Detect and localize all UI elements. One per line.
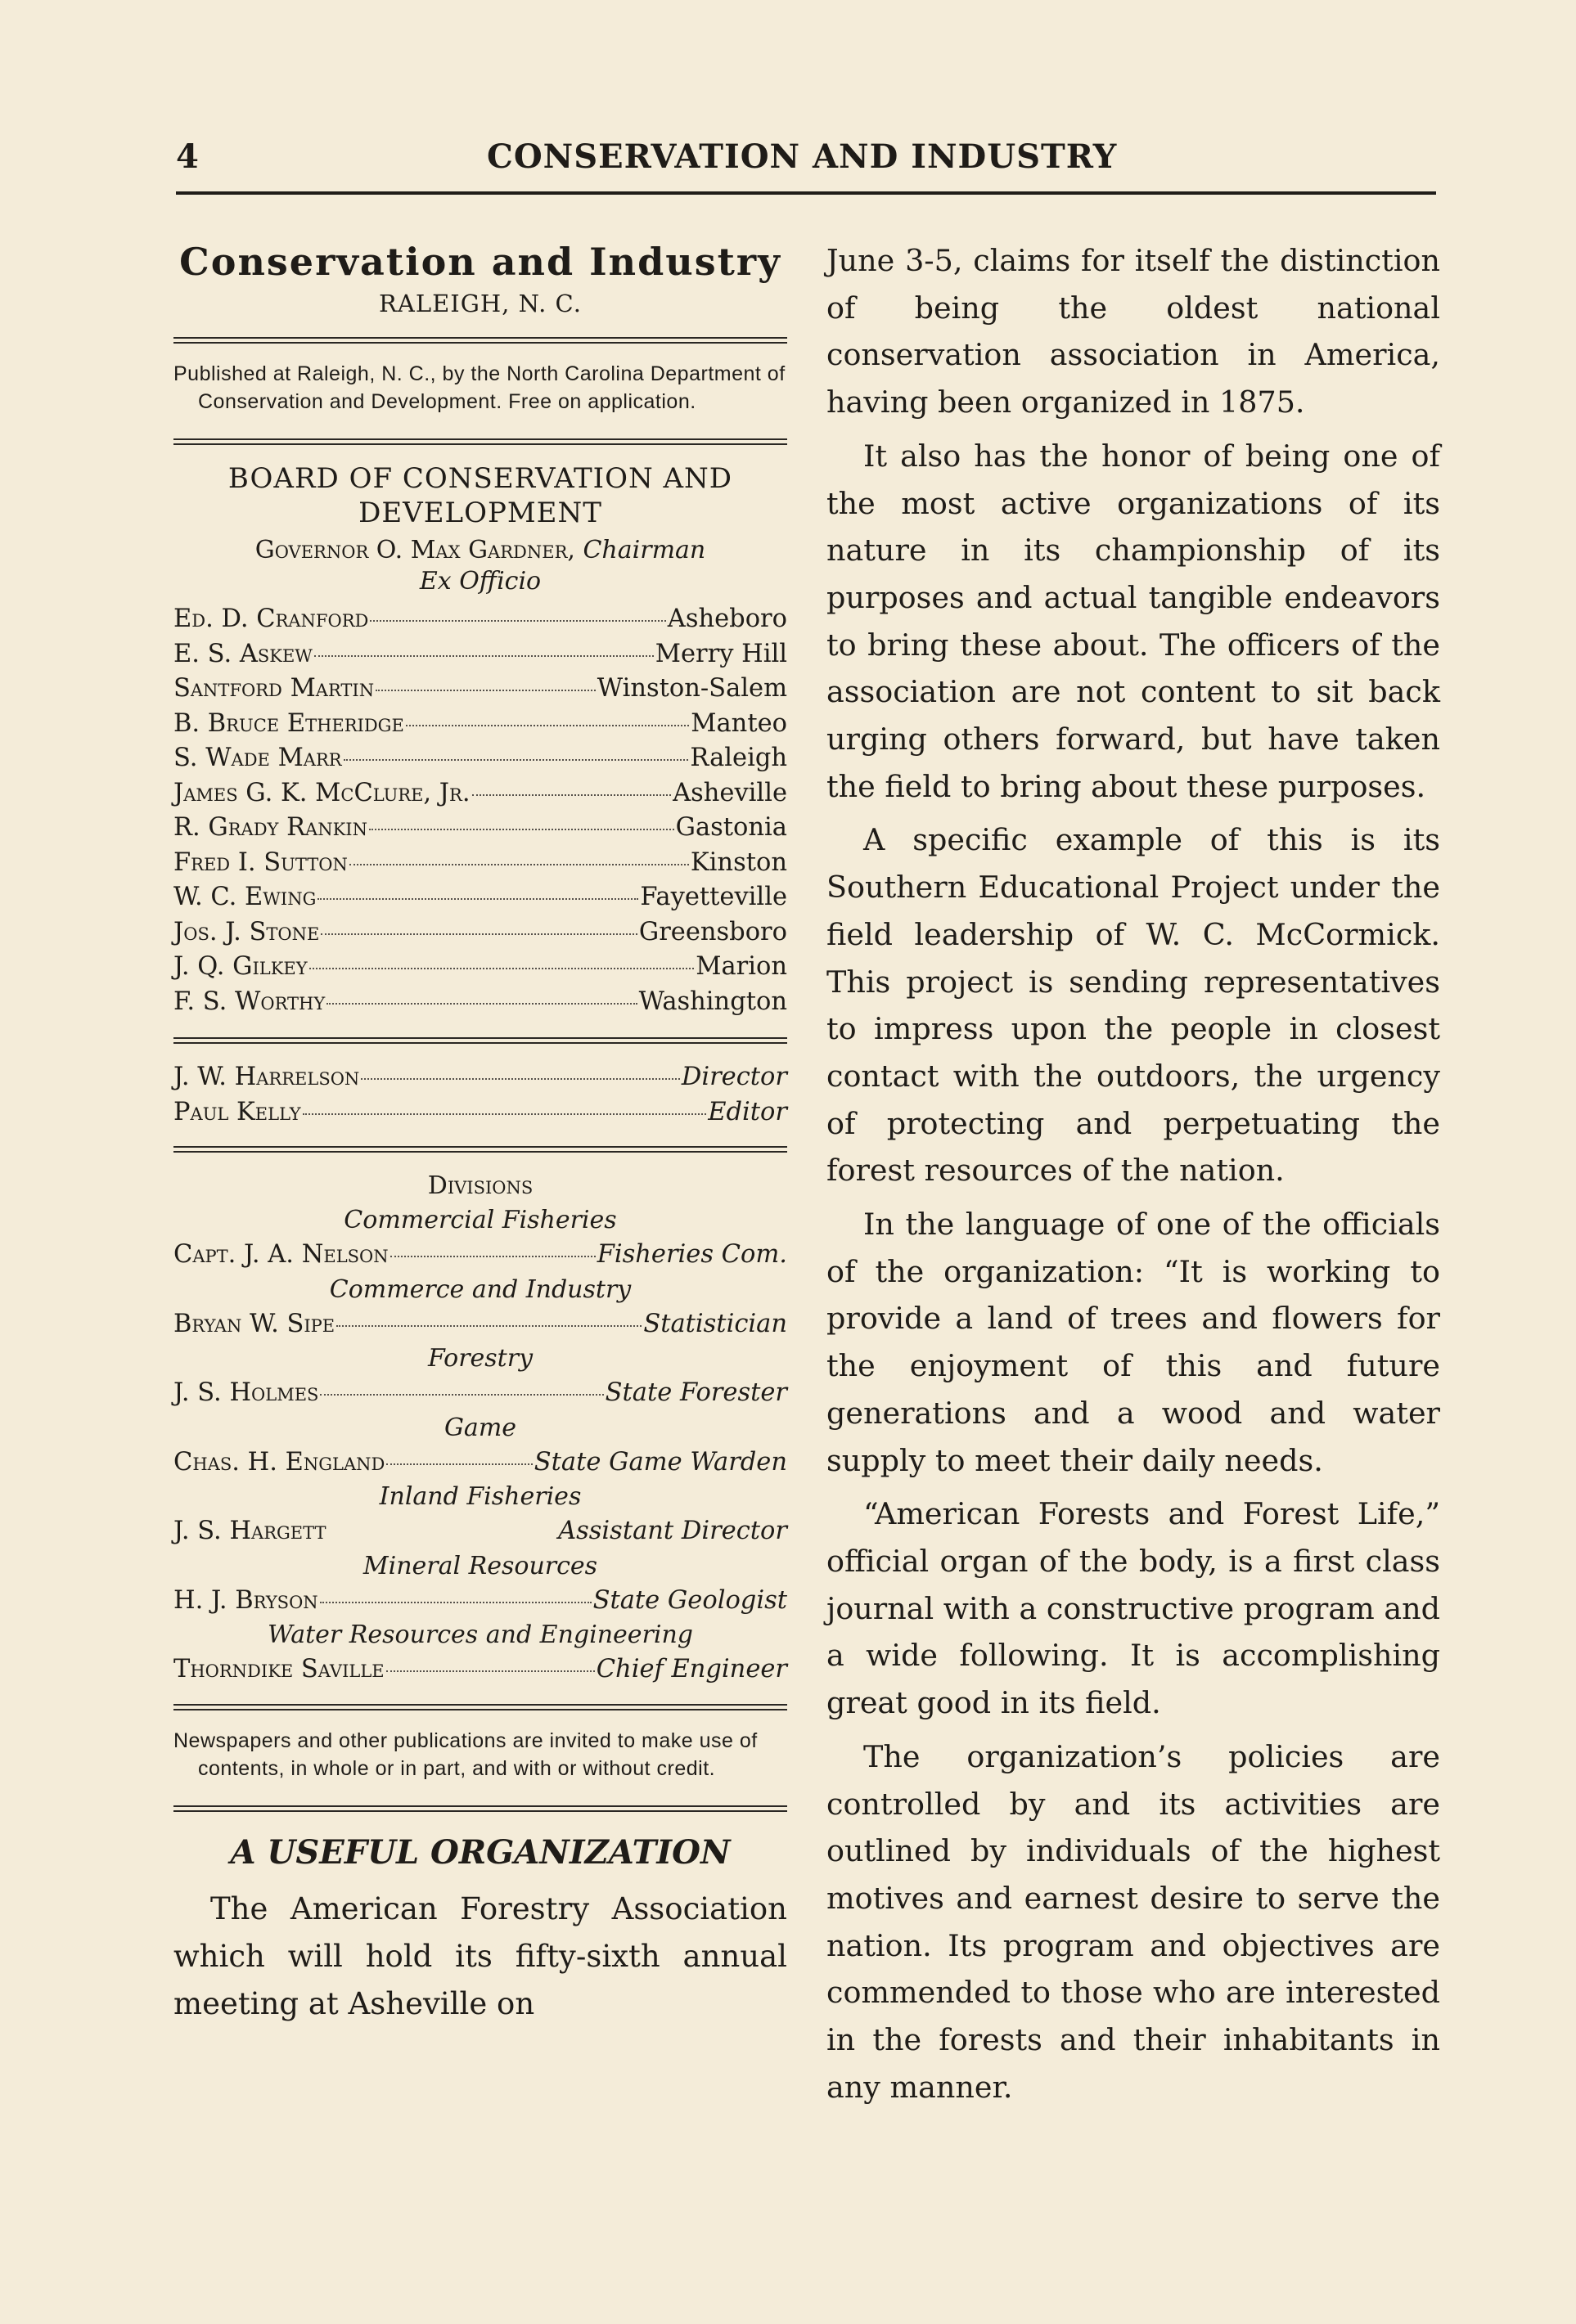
division-row: Chas. H. England State Game Warden — [173, 1447, 787, 1477]
division-name: Game — [444, 1413, 517, 1442]
division-row: Bryan W. Sipe Statistician — [173, 1309, 787, 1338]
staff-list — [173, 1060, 787, 1130]
article-paragraph: It also has the honor of being one of the most active organizations of its nature in its championship of its purposes and actual tangible endeavors to bring these about. The officers of the association are not content to sit back urging others forward, but have taken the field to bring about these purposes. — [826, 438, 1440, 804]
publication-note: Published at Raleigh, N. C., by the North Carolina Department of Conservation and Development. Free on application. — [173, 362, 786, 413]
board-member-row: S. Wade Marr Raleigh — [173, 744, 787, 772]
article-paragraph: The organization’s policies are controlled by and its activities are outlined by individuals of the highest motives and earnest desire to serve the nation. Its program and objectives are commended to those who are interested in the forests and their inhabitants in any manner. — [826, 1738, 1440, 2105]
divider — [173, 438, 787, 445]
divider — [173, 1704, 787, 1710]
ex-officio: Ex Officio — [419, 567, 542, 596]
article-paragraph: A specific example of this is its Southern Educational Project under the field leadership of W. C. McCormick. This project is sending representatives to impress upon the people in closest contact with the outdoors, the urgency of protecting and perpetuating the forest resources of the nation. — [826, 822, 1440, 1189]
board-member-row: Fred I. Sutton Kinston — [173, 847, 787, 877]
board-member-row: J. Q. Gilkey Marion — [173, 952, 787, 981]
division-name: Water Resources and Engineering — [267, 1621, 693, 1649]
board-title: BOARD OF CONSERVATION AND DEVELOPMENT — [227, 462, 733, 529]
divider — [173, 1146, 787, 1153]
article-paragraph: The American Forestry Association which will hold its fifty-sixth annual meeting at Asheville on — [173, 1890, 787, 2021]
header-rule — [176, 191, 1436, 195]
board-member-row: E. S. Askew Merry Hill — [173, 639, 787, 668]
board-member-row: R. Grady Rankin Gastonia — [173, 813, 787, 842]
chairman-role: Chairman — [583, 536, 706, 564]
chairman-name: Governor O. Max Gardner, — [254, 536, 575, 564]
divisions-heading: Divisions — [427, 1171, 534, 1200]
board-member-row: F. S. Worthy Washington — [173, 987, 787, 1016]
board-member-row: James G. K. McClure, Jr. Asheville — [173, 778, 787, 807]
staff-row: Paul Kelly Editor — [173, 1097, 787, 1126]
division-name: Inland Fisheries — [379, 1482, 582, 1511]
division-row: Capt. J. A. Nelson Fisheries Com. — [173, 1240, 787, 1269]
masthead-city: RALEIGH, N. C. — [379, 290, 582, 317]
board-member-row: Santford Martin Winston-Salem — [173, 674, 787, 703]
board-members — [173, 602, 787, 1019]
article-paragraph: “American Forests and Forest Life,” official organ of the body, is a first class journal with a constructive program and a wide following. It is accomplishing great good in its field. — [826, 1496, 1440, 1721]
division-row: Thorndike Saville Chief Engineer — [173, 1655, 787, 1683]
division-row: J. S. Holmes State Forester — [173, 1378, 787, 1407]
page-number: 4 — [176, 137, 199, 176]
board-member-row: W. C. Ewing Fayetteville — [173, 883, 787, 911]
board-chairman — [173, 535, 787, 566]
article-paragraph: In the language of one of the officials of the organization: “It is working to provide a land of trees and flowers for the enjoyment of this and future generations and a wood and water supply to meet their daily needs. — [826, 1207, 1440, 1478]
article-paragraph: June 3-5, claims for itself the distinction of being the oldest national conservation association in America, having been organized in 1875. — [826, 243, 1440, 420]
division-name: Mineral Resources — [362, 1551, 598, 1580]
board-member-row: B. Bruce Etheridge Manteo — [173, 708, 787, 738]
divider — [173, 1805, 787, 1812]
reprint-notice: Newspapers and other publications are invited to make use of contents, in whole or in part, and with or without credit. — [173, 1728, 758, 1780]
masthead-column — [173, 237, 787, 2028]
divisions-list — [173, 1203, 787, 1688]
board-member-row: Ed. D. Cranford Asheboro — [173, 605, 787, 633]
divider — [173, 1037, 787, 1044]
division-row: J. S. Hargett Assistant Director — [173, 1517, 787, 1545]
masthead-title: Conservation and Industry — [179, 240, 781, 284]
division-row: H. J. Bryson State Geologist — [173, 1585, 787, 1615]
division-name: Forestry — [427, 1344, 534, 1373]
article-continued-column — [826, 237, 1440, 2110]
board-member-row: Jos. J. Stone Greensboro — [173, 917, 787, 946]
divider — [173, 337, 787, 344]
running-title: CONSERVATION AND INDUSTRY — [487, 137, 1118, 176]
division-name: Commerce and Industry — [329, 1274, 632, 1304]
article-title: A USEFUL ORGANIZATION — [230, 1832, 731, 1872]
staff-row: J. W. Harrelson Director — [173, 1063, 787, 1091]
division-name: Commercial Fisheries — [344, 1206, 617, 1234]
